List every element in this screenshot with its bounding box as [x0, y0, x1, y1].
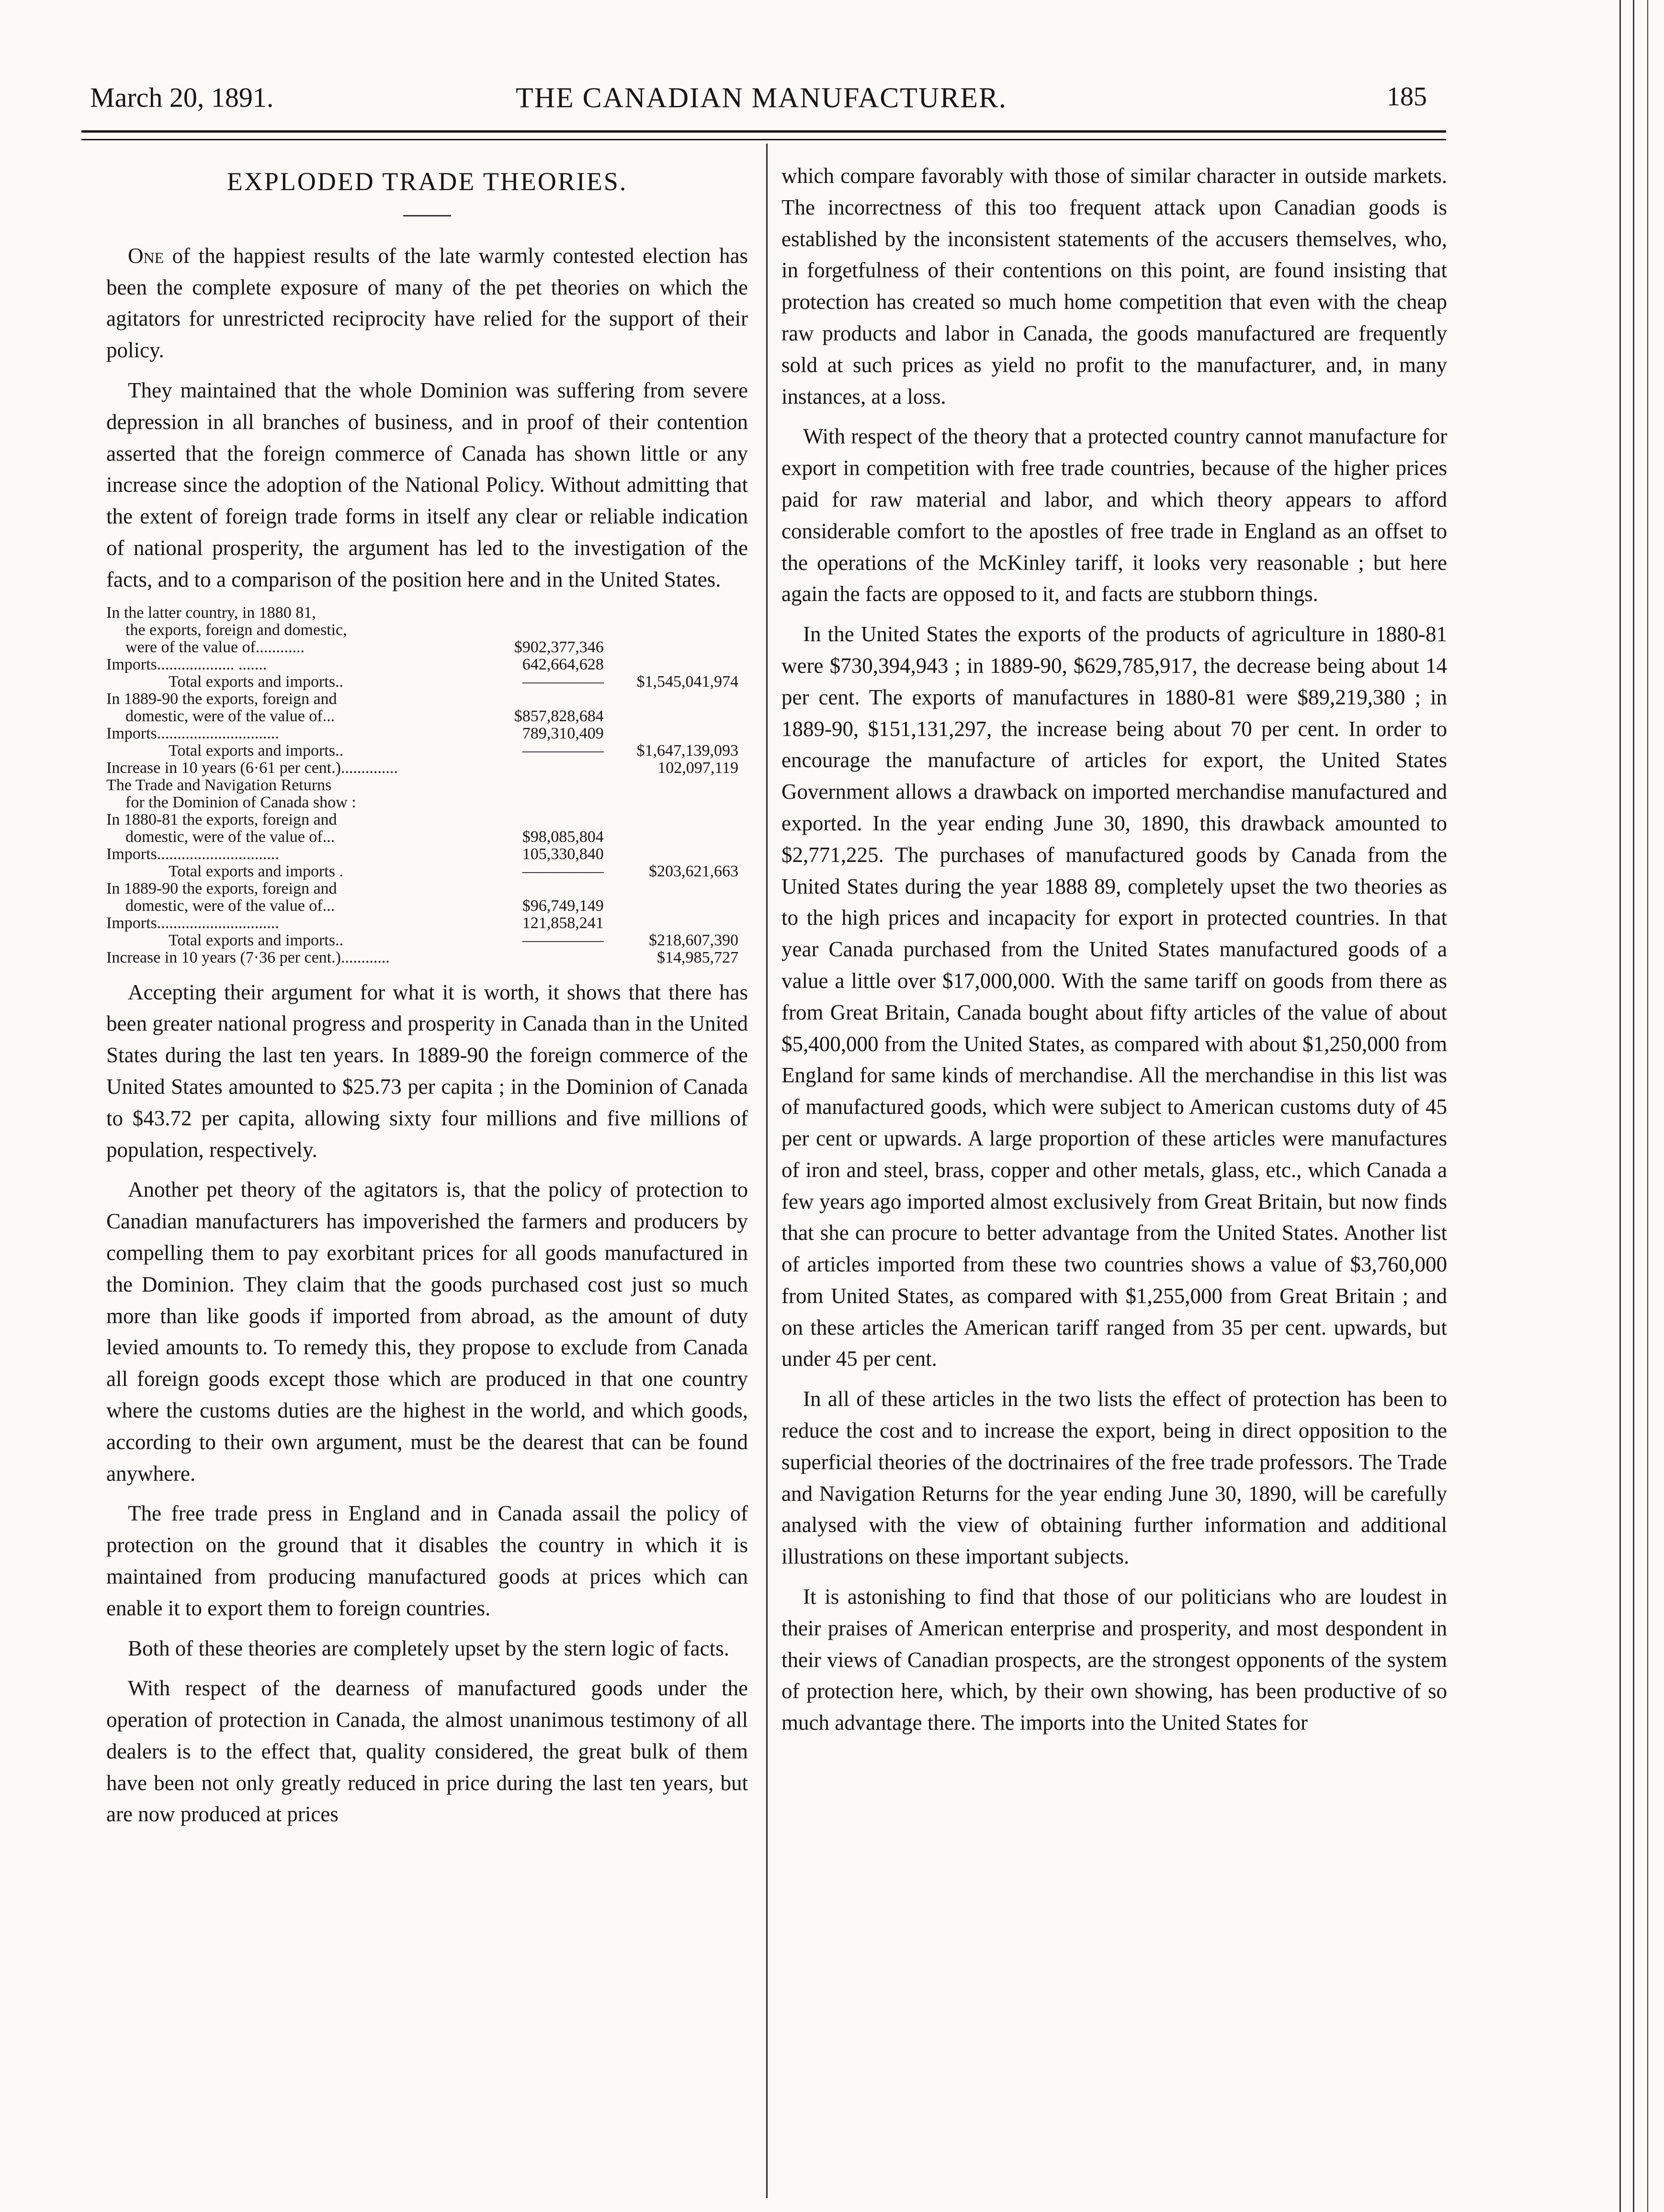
row-value	[479, 794, 604, 811]
row-value	[479, 777, 604, 794]
row-total: $1,545,041,974	[636, 673, 738, 691]
row-total	[604, 846, 738, 863]
row-label: for the Dominion of Canada show :	[125, 794, 356, 811]
table-row	[106, 622, 738, 639]
row-value: —————	[522, 673, 604, 691]
table-row	[106, 639, 738, 656]
row-label: Imports..............................	[106, 914, 279, 932]
row-label: were of the value of............	[125, 638, 305, 656]
row-label: Imports................... .......	[106, 656, 267, 673]
row-label: In the latter country, in 1880 81,	[106, 604, 316, 622]
paragraph: It is astonishing to find that those of our politicians who are loudest in their praises of American enterprise and prosperity, and most despondent in their views of Canadian prospects, are the strongest opponents of the system of protection here, which, by their own showing, has been productive of so much advantage there. The imports into the United States for	[781, 1585, 1447, 1735]
right-column	[781, 160, 1447, 1747]
page-number: 185	[1387, 82, 1427, 112]
row-total	[604, 708, 738, 725]
row-label: The Trade and Navigation Returns	[106, 776, 332, 794]
table-row	[106, 794, 738, 811]
row-label: Increase in 10 years (7·36 per cent.)............	[106, 949, 390, 966]
paragraph: With respect of the theory that a protected country cannot manufacture for export in competition with free trade countries, because of the higher prices paid for raw material and labor, and which theory appears to afford considerable comfort to the apostles of free trade in England as an offset to the operations of the McKinley tariff, it looks very reasonable ; but here again the facts are opposed to it, and facts are stubborn things.	[781, 424, 1447, 606]
row-label: domestic, were of the value of...	[125, 828, 335, 846]
row-total: $203,621,663	[649, 862, 738, 880]
row-total	[604, 828, 738, 846]
row-label: Increase in 10 years (6·61 per cent.)..............	[106, 759, 398, 777]
row-value	[479, 760, 604, 777]
row-total: 102,097,119	[657, 759, 738, 777]
header-rule-bottom	[81, 139, 1446, 140]
table-row	[106, 932, 738, 949]
paragraph: Accepting their argument for what it is worth, it shows that there has been greater national progress and prosperity in Canada than in the United States during the last ten years. In 1889-90 the foreign commerce of the United States amounted to $25.73 per capita ; in the Dominion of Canada to $43.72 per capita, allowing sixty four millions and five millions of population, respectively.	[106, 980, 748, 1162]
table-row	[106, 760, 738, 777]
table-row	[106, 828, 738, 846]
table-row	[106, 604, 738, 622]
issue-date: March 20, 1891.	[90, 82, 274, 113]
row-value: 105,330,840	[522, 845, 604, 863]
paragraph-text: of the happiest results of the late warmly contested election has been the complete exposure of many of the pet theories on which the agitators for unrestricted reciprocity have relied for the support of their policy.	[106, 243, 748, 363]
paragraph: The free trade press in England and in Canada assail the policy of protection on the ground that it disables the country in which it is maintained from producing manufactured goods at prices which can enable it to export them to foreign countries.	[106, 1501, 748, 1620]
row-value	[479, 604, 604, 622]
publication-title: THE CANADIAN MANUFACTURER.	[516, 82, 1007, 113]
page-edge-line	[1633, 0, 1634, 2212]
row-label: domestic, were of the value of...	[125, 707, 335, 725]
page-edge-line	[1647, 0, 1648, 2212]
row-label: the exports, foreign and domestic,	[125, 621, 347, 639]
paragraph: which compare favorably with those of similar character in outside markets. The incorrectness of this too frequent attack upon Canadian goods is established by the inconsistent statements of the accusers themselves, who, in forgetfulness of their contentions on this point, are found insisting that protection has created so much home competition that even with the cheap raw products and labor in Canada, the goods manufactured are frequently sold at such prices as yield no profit to the manufacturer, and, in many instances, at a loss.	[781, 164, 1447, 408]
table-row	[106, 708, 738, 725]
table-row	[106, 656, 738, 673]
row-value: —————	[522, 742, 604, 760]
row-label: In 1889-90 the exports, foreign and	[106, 690, 337, 708]
row-value: 789,310,409	[522, 725, 604, 742]
table-row	[106, 691, 738, 708]
paragraph: In the United States the exports of the products of agriculture in 1880-81 were $730,394,943 ; in 1889-90, $629,785,917, the decrease being about 14 per cent. The exports of manufactures in 1880-81 were $89,219,380 ; in 1889-90, $151,131,297, the increase being about 70 per cent. In order to encourage the manufacture of articles for export, the United States Government allows a drawback on imported merchandise manufactured and exported. In the year ending June 30, 1890, this drawback amounted to $2,771,225. The purchases of manufactured goods by Canada from the United States during the year 1888 89, completely upset the two theories as to the high prices and incapacity for export in protected countries. In that year Canada purchased from the United States manufactured goods of a value a little over $17,000,000. With the same tariff on goods from there as from Great Britain, Canada bought about fifty articles of the value of about $5,400,000 from the United States, as compared with about $1,250,000 from England for same kinds of merchandise. All the merchandise in this list was of manufactured goods, which were subject to American customs duty of 45 per cent or upwards. A large proportion of these articles were manufactures of iron and steel, brass, copper and other metals, glass, etc., which Canada a few years ago imported almost exclusively from Great Britain, but now finds that she can procure to better advantage from the United States. Another list of articles imported from these two countries shows a value of $3,760,000 from United States, as compared with $1,255,000 from Great Britain ; and on these articles the American tariff ranged from 35 per cent. upwards, but under 45 per cent.	[781, 622, 1447, 1371]
paragraph	[106, 240, 748, 366]
table-row	[106, 897, 738, 915]
table-row	[106, 915, 738, 932]
row-total	[604, 691, 738, 708]
title-rule	[403, 215, 451, 216]
table-row	[106, 949, 738, 966]
row-value	[479, 622, 604, 639]
row-total	[604, 725, 738, 742]
row-total	[604, 639, 738, 656]
article-title: EXPLODED TRADE THEORIES.	[226, 167, 628, 196]
table-row	[106, 880, 738, 897]
page-edge-line	[1619, 0, 1621, 2212]
row-total	[604, 622, 738, 639]
row-total	[604, 604, 738, 622]
column-divider	[766, 144, 768, 2198]
row-value: —————	[522, 862, 604, 880]
row-total	[604, 794, 738, 811]
row-label: Imports..............................	[106, 845, 279, 863]
table-row	[106, 673, 738, 691]
left-column	[106, 160, 748, 1839]
table-row	[106, 863, 738, 880]
table-row	[106, 725, 738, 742]
row-label: Total exports and imports..	[169, 931, 343, 949]
table-row	[106, 846, 738, 863]
row-label: Total exports and imports .	[169, 862, 343, 880]
row-value: —————	[522, 931, 604, 949]
row-label: In 1880-81 the exports, foreign and	[106, 811, 337, 828]
paragraph: With respect of the dearness of manufactured goods under the operation of protection in Canada, the almost unanimous testimony of all dealers is to the effect that, quality considered, the great bulk of them have been not only greatly reduced in price during the last ten years, but are now produced at prices	[106, 1676, 748, 1826]
row-value	[479, 880, 604, 897]
row-label: Imports..............................	[106, 725, 279, 742]
paragraph: Another pet theory of the agitators is, that the policy of protection to Canadian manufacturers has impoverished the farmers and producers by compelling them to pay exorbitant prices for all goods manufactured in the Dominion. They claim that the goods purchased cost just so much more than like goods if imported from abroad, as the amount of duty levied amounts to. To remedy this, they propose to exclude from Canada all foreign goods except those which are produced in that one country where the customs duties are the highest in the world, and which goods, according to their own argument, must be the dearest that can be found anywhere.	[106, 1178, 748, 1486]
row-value: $857,828,684	[514, 707, 604, 725]
table-row	[106, 742, 738, 760]
row-value: 642,664,628	[522, 656, 604, 673]
table-row	[106, 811, 738, 828]
row-value: 121,858,241	[522, 914, 604, 932]
header-rule-top	[81, 130, 1446, 133]
row-total: $14,985,727	[657, 949, 738, 966]
row-label: Total exports and imports..	[169, 673, 343, 691]
paragraph: In all of these articles in the two lists the effect of protection has been to reduce the cost and to increase the export, being in direct opposition to the superficial theories of the doctrinaires of the free trade professors. The Trade and Navigation Returns for the year ending June 30, 1890, will be carefully analysed with the view of obtaining further information and additional illustrations on these important subjects.	[781, 1387, 1447, 1569]
row-total	[604, 656, 738, 673]
table-row	[106, 777, 738, 794]
row-label: domestic, were of the value of...	[125, 897, 335, 915]
row-value: $98,085,804	[522, 828, 604, 846]
lead-word: One	[128, 243, 164, 268]
row-value	[479, 811, 604, 828]
row-value: $96,749,149	[522, 897, 604, 915]
row-total	[604, 777, 738, 794]
row-value: $902,377,346	[514, 638, 604, 656]
row-value	[479, 691, 604, 708]
row-total	[604, 915, 738, 932]
row-total: $218,607,390	[649, 931, 738, 949]
row-label: Total exports and imports..	[169, 742, 343, 760]
trade-statistics-table	[106, 604, 738, 966]
row-total	[604, 811, 738, 828]
row-value	[479, 949, 604, 966]
paragraph: They maintained that the whole Dominion was suffering from severe depression in all branches of business, and in proof of their contention asserted that the foreign commerce of Canada has shown little or any increase since the adoption of the National Policy. Without admitting that the extent of foreign trade forms in itself any clear or reliable indication of national prosperity, the argument has led to the investigation of the facts, and to a comparison of the position here and in the United States.	[106, 378, 748, 591]
row-total	[604, 880, 738, 897]
row-total: $1,647,139,093	[636, 742, 738, 760]
paragraph: Both of these theories are completely upset by the stern logic of facts.	[128, 1636, 729, 1660]
row-total	[604, 897, 738, 915]
row-label: In 1889-90 the exports, foreign and	[106, 880, 337, 897]
